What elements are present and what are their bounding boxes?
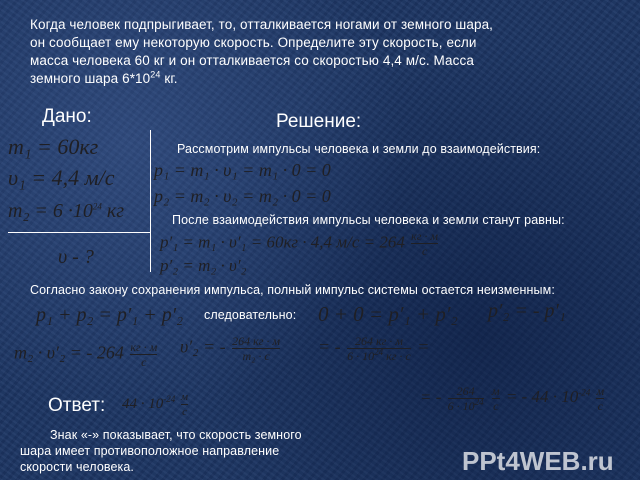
note — [20, 427, 302, 475]
problem-line-3: масса человека 60 кг и он отталкивается со скоростью 4,4 м/с. Масса — [30, 53, 474, 68]
p1-after: p′₁ = m₁ · υ′₁ = 60кг · 4,4 м/с = 264 $\frac{кг \cdot м}{с}$ — [160, 229, 439, 258]
p2-after: p′₂ = m₂ · υ′₂ — [160, 256, 247, 275]
final-equation: = - $\frac{264}{6 \cdot 10^{24}}$ $\frac{м}{с}$ = - $44 \cdot 10^{-24}$ $\frac{м}{с}$ — [420, 384, 605, 413]
given-find: υ - ? — [58, 246, 94, 268]
solution-text-1: Рассмотрим импульсы человека и земли до взаимодействия: — [177, 142, 541, 156]
note-line-1: Знак «-» показывает, что скорость земного — [50, 428, 302, 442]
v2-equation: υ′₂ = - $\frac{264 кг \cdot м}{\text{m₂ · с}}$ — [180, 334, 281, 363]
solution-text-2: После взаимодействия импульсы человека и земли станут равны: — [172, 213, 565, 227]
given-v1: υ₁ = 4,4 м/с — [8, 165, 115, 190]
problem-line-4: земного шара $6*10^{24}$ кг. — [30, 69, 178, 86]
given-m1: m₁ = 60кг — [8, 134, 99, 159]
given-m2: $m_2 = 6 \cdot 10^{24}$ кг — [8, 200, 125, 222]
solution-title: Решение: — [276, 111, 362, 132]
p2-equation: p′₂ = - p′₁ — [488, 300, 566, 322]
given-title: Дано: — [42, 106, 92, 127]
given-divider-vertical — [150, 130, 151, 272]
zero-equation: 0 + 0 = p′₁ + p′₂ — [318, 302, 458, 326]
solution-text-3: Согласно закону сохранения импульса, полный импульс системы остается неизменным: — [30, 283, 555, 297]
problem-line-1: Когда человек подпрыгивает, то, отталкивается ногами от земного шара, — [30, 17, 494, 32]
v2-equation-substituted: = - $\frac{264 кг \cdot м}{6 \cdot 10^{24} кг \cdot с}$ = — [318, 334, 430, 363]
m2v2-equation: m₂ · υ′₂ = - 264 $\frac{кг \cdot м}{с}$ — [14, 340, 158, 369]
note-line-3: скорости человека. — [20, 460, 135, 474]
answer-title: Ответ: — [48, 395, 106, 416]
conservation-equation: p₁ + p₂ = p′₁ + p′₂ — [36, 304, 184, 326]
given-divider-horizontal — [8, 232, 150, 233]
p2-before: p₂ = m₂ · υ₂ = m₂ · 0 = 0 — [154, 186, 331, 206]
consequently-label: следовательно: — [204, 308, 297, 322]
watermark: PPt4WEB.ru — [462, 446, 614, 476]
problem-statement — [30, 16, 493, 88]
problem-line-2: он сообщает ему некоторую скорость. Определите эту скорость, если — [30, 35, 477, 50]
p1-before: p₁ = m₁ · υ₁ = m₁ · 0 = 0 — [154, 160, 331, 180]
note-line-2: шара имеет противоположное направление — [20, 444, 280, 458]
answer-value: $44 \cdot 10^{-24}$ $\frac{м}{с}$ — [122, 391, 189, 418]
